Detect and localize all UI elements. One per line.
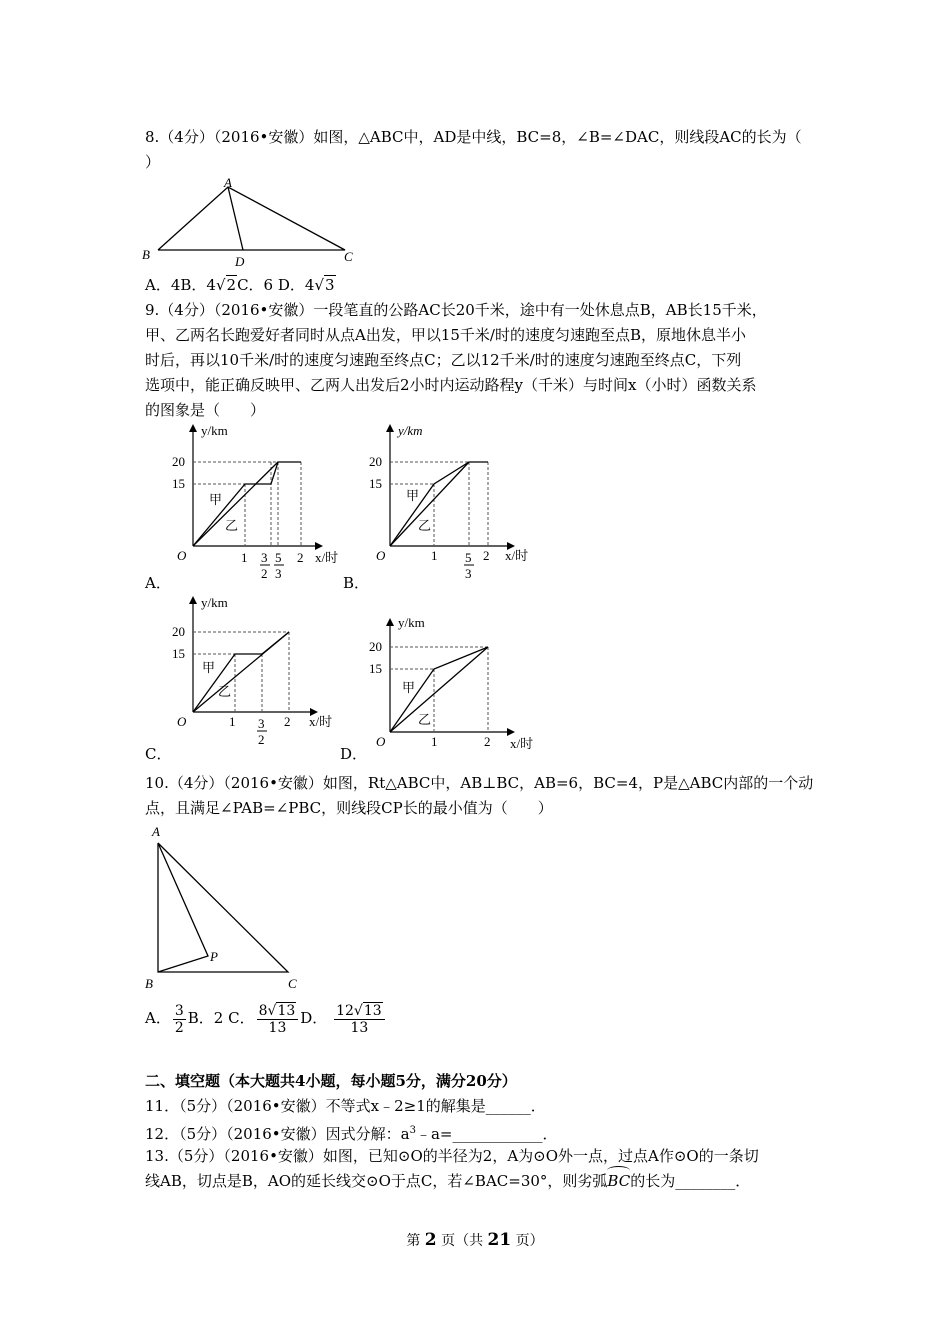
q9d-x-label: x/时 xyxy=(510,736,534,751)
q9a-y20: 20 xyxy=(172,454,185,469)
q8-line2: ） xyxy=(145,153,161,171)
q9b-x2: 2 xyxy=(483,548,490,563)
q10-option-c-radicand: 13 xyxy=(277,1002,296,1019)
q8-line1: 8.（4分）（2016•安徽）如图，△ABC中，AD是中线，BC=8，∠B=∠DAC，则线段AC的长为（ xyxy=(145,128,802,146)
q9b-yi: 乙 xyxy=(418,518,432,533)
q8-triangle xyxy=(158,187,345,250)
q13-line2-pre: 线AB，切点是B，AO的延长线交⊙O于点C，若∠BAC=30°，则劣弧 xyxy=(145,1172,608,1190)
q9a-x-label: x/时 xyxy=(315,550,339,565)
q8-label-a: A xyxy=(224,175,232,190)
q9d-y-label: y/km xyxy=(398,615,425,630)
q8-label-d: D xyxy=(235,254,245,269)
q12-post: ﹣a=____________． xyxy=(415,1125,558,1143)
q9-line1: 9.（4分）（2016•安徽）一段笔直的公路AC长20千米，途中有一处休息点B，AB长15千米， xyxy=(145,301,767,319)
q9d-x2: 2 xyxy=(484,734,491,749)
q9-option-d-label: D． xyxy=(340,745,368,763)
q8-triangle-figure xyxy=(140,175,370,270)
q9b-x1: 1 xyxy=(431,548,438,563)
q10-triangle-figure xyxy=(142,820,322,998)
footer-pre: 第 xyxy=(406,1233,421,1249)
q10-option-d-den: 13 xyxy=(350,1019,369,1036)
q9c-y-label: y/km xyxy=(201,595,228,610)
q9c-frac32-num: 3 xyxy=(258,716,265,731)
q9-line2: 甲、乙两名长跑爱好者同时从点A出发，甲以15千米/时的速度匀速跑至点B，原地休息半小 xyxy=(145,326,746,344)
q9d-y20: 20 xyxy=(369,639,382,654)
q9a-origin: O xyxy=(177,548,187,563)
q9b-y20: 20 xyxy=(369,454,382,469)
q9-graph-a xyxy=(165,420,365,585)
q10-option-c-fraction: $\frac{8√13}{13}$ xyxy=(257,1003,299,1036)
q9-graph-c xyxy=(165,592,365,757)
q8-option-b-radicand: 2 xyxy=(226,276,237,294)
q13-line1: 13.（5分）（2016•安徽）如图，已知⊙O的半径为2，A为⊙O外一点，过点A作⊙O的一条切 xyxy=(145,1147,759,1165)
footer-total-pages: 21 xyxy=(487,1230,512,1250)
q9-option-b-label: B． xyxy=(343,574,370,592)
q8-options: A．4B．4√2C．6 D．4√3 xyxy=(145,276,335,294)
q13-line2 xyxy=(145,1171,750,1191)
q9b-jia: 甲 xyxy=(406,488,420,503)
q9d-y15: 15 xyxy=(369,661,382,676)
q9c-x-label: x/时 xyxy=(309,714,333,729)
q10-option-d-fraction: $\frac{12√13}{13}$ xyxy=(334,1003,385,1036)
q10-line2: 点，且满足∠PAB=∠PBC，则线段CP长的最小值为（ ） xyxy=(145,799,553,817)
page-footer xyxy=(0,1230,950,1250)
q9c-yi: 乙 xyxy=(218,684,232,699)
section2-title: 二、填空题（本大题共4小题，每小题5分，满分20分） xyxy=(145,1072,517,1090)
q9d-x1: 1 xyxy=(431,734,438,749)
q10-option-a-num: 3 xyxy=(174,1002,184,1019)
q9b-y15: 15 xyxy=(369,476,382,491)
q9-line3: 时后，再以10千米/时的速度匀速跑至终点C；乙以12千米/时的速度匀速跑至终点C，下列 xyxy=(145,351,742,369)
q8-option-d: D．4 xyxy=(277,276,315,294)
q9b-x-label: x/时 xyxy=(505,548,529,563)
q10-segments-ap-bp xyxy=(158,843,208,972)
q8-option-d-radicand: 3 xyxy=(325,276,335,294)
footer-page-number: 2 xyxy=(424,1230,437,1250)
q9-line5: 的图象是（ ） xyxy=(145,401,266,419)
q9d-yi: 乙 xyxy=(418,712,432,727)
q10-label-c: C xyxy=(288,976,297,991)
footer-mid: 页（共 xyxy=(441,1233,484,1249)
q8-option-b: B．4 xyxy=(180,276,216,294)
q10-option-b: B．2 xyxy=(187,1009,224,1027)
q9a-frac53-num: 5 xyxy=(275,550,282,565)
q9b-origin: O xyxy=(376,548,386,563)
q9a-frac32-num: 3 xyxy=(261,550,268,565)
q9a-frac53-den: 3 xyxy=(275,566,282,581)
q9d-jia: 甲 xyxy=(402,680,416,695)
q13-arc-bc: BC xyxy=(607,1172,631,1190)
q9d-origin: O xyxy=(376,734,386,749)
q9c-origin: O xyxy=(177,714,187,729)
q9-option-a-label: A． xyxy=(145,574,171,592)
q10-label-p: P xyxy=(210,949,218,964)
q9-graph-b xyxy=(362,420,562,585)
footer-post: 页） xyxy=(515,1233,544,1249)
q9a-x1: 1 xyxy=(241,550,248,565)
q9c-x2: 2 xyxy=(284,714,291,729)
q11-text: 11．（5分）（2016•安徽）不等式x﹣2≥1的解集是______． xyxy=(145,1097,546,1115)
q9b-frac53-num: 5 xyxy=(465,550,472,565)
q8-option-c: C．6 xyxy=(237,276,274,294)
q9a-y-label: y/km xyxy=(201,423,228,438)
q9c-frac32-den: 2 xyxy=(258,732,265,747)
q9a-x2: 2 xyxy=(297,550,304,565)
q9-graph-d xyxy=(362,612,562,762)
q9c-x1: 1 xyxy=(229,714,236,729)
q8-label-c: C xyxy=(344,249,353,264)
q10-option-c: C． xyxy=(228,1009,255,1027)
q9a-y15: 15 xyxy=(172,476,185,491)
q8-label-b: B xyxy=(142,247,150,262)
q9a-yi: 乙 xyxy=(225,518,239,533)
q9-line4: 选项中，能正确反映甲、乙两人出发后2小时内运动路程y（千米）与时间x（小时）函数关系 xyxy=(145,376,757,394)
q10-label-a: A xyxy=(152,824,160,839)
q12-text xyxy=(145,1121,558,1144)
q10-option-c-den: 13 xyxy=(268,1019,287,1036)
q9b-y-label: y/km xyxy=(398,423,423,438)
q9c-y20: 20 xyxy=(172,624,185,639)
q9c-y15: 15 xyxy=(172,646,185,661)
q8-option-a: A．4 xyxy=(145,276,181,294)
q10-line1: 10.（4分）（2016•安徽）如图，Rt△ABC中，AB⊥BC，AB=6，BC=4，P是△ABC内部的一个动 xyxy=(145,774,814,792)
q10-option-c-coef: 8 xyxy=(258,1002,268,1019)
q10-option-d-coef: 12 xyxy=(336,1002,354,1019)
q10-option-d: D． xyxy=(300,1009,328,1027)
q10-option-a-fraction xyxy=(173,1003,186,1036)
q10-triangle xyxy=(158,843,288,972)
q10-option-d-radicand: 13 xyxy=(363,1002,382,1019)
q9b-frac53-den: 3 xyxy=(465,566,472,581)
q8-median-ad xyxy=(228,187,243,250)
q9a-frac32-den: 2 xyxy=(261,566,268,581)
q9-option-c-label: C． xyxy=(145,745,172,763)
q10-label-b: B xyxy=(145,976,153,991)
q10-option-a: A． xyxy=(145,1009,171,1027)
q10-option-a-den: 2 xyxy=(174,1019,184,1036)
q10-options xyxy=(145,1000,387,1036)
q9c-jia: 甲 xyxy=(202,660,216,675)
q9a-jia: 甲 xyxy=(209,492,223,507)
q13-line2-post: 的长为________． xyxy=(630,1172,751,1190)
q12-pre: 12．（5分）（2016•安徽）因式分解：a xyxy=(145,1125,410,1143)
q12-sup: 3 xyxy=(409,1125,416,1136)
